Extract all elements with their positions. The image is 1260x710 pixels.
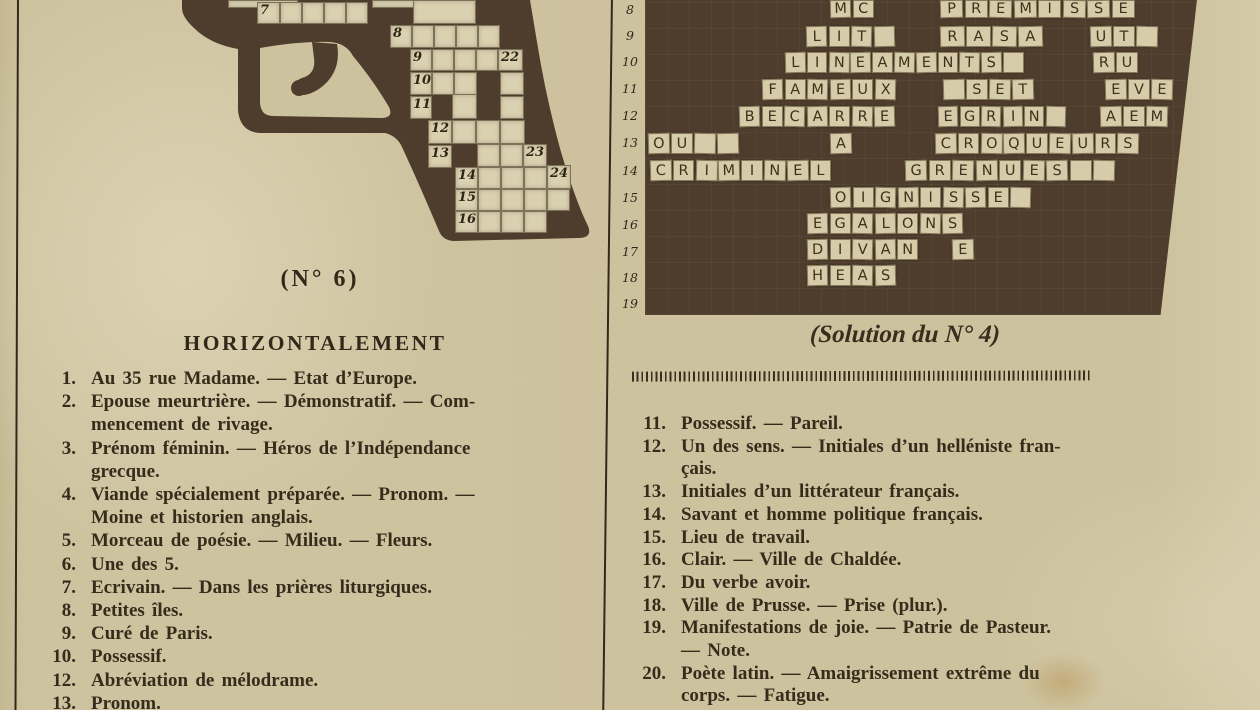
gun-cell (452, 94, 477, 119)
solution-row-number: 18 (622, 270, 638, 285)
clue-item (30, 483, 605, 529)
solution-row-number: 15 (622, 190, 638, 205)
solution-tile: E (989, 79, 1011, 101)
clue-text: Curé de Paris. (91, 623, 213, 645)
solution-tile: U (1116, 52, 1138, 73)
clue-item (30, 553, 605, 576)
clue-text: Lieu de travail. (681, 526, 811, 548)
solution-tile: G (875, 187, 897, 209)
solution-caption: (Solution du N° 4) (809, 321, 1001, 348)
solution-tile: N (919, 213, 941, 235)
gun-cell (452, 120, 476, 144)
gun-cell-number: 8 (393, 26, 403, 41)
clue-item (620, 549, 1200, 572)
clue-list-left (30, 367, 605, 710)
clue-text: Un des sens. — Initiales d’un helléniste fran- çais. (681, 435, 1061, 480)
gun-cell-number: 23 (526, 145, 545, 160)
clue-item (30, 367, 605, 390)
solution-tile: S (965, 187, 987, 209)
clue-item (30, 599, 605, 622)
solution-tile: N (828, 52, 849, 73)
gun-cell (324, 2, 346, 24)
solution-tile: M (1013, 0, 1037, 18)
solution-tile: P (940, 0, 964, 18)
clue-item (620, 481, 1200, 504)
clue-item (620, 413, 1200, 436)
solution-tile (717, 133, 739, 155)
solution-tile: N (897, 187, 919, 209)
clue-number: 20. (642, 662, 666, 684)
gun-cell (280, 2, 302, 24)
solution-tile: A (966, 26, 991, 47)
gun-cell-number: 14 (458, 168, 477, 183)
gun-cell (410, 72, 432, 95)
clue-item (620, 436, 1200, 481)
solution-tile: M (830, 0, 852, 18)
gun-cell (390, 25, 412, 48)
clue-item (620, 504, 1200, 527)
clue-number: 1. (61, 368, 76, 389)
gun-cell (432, 49, 454, 71)
solution-tile (1136, 26, 1158, 48)
solution-tile: S (874, 265, 896, 287)
clue-text: Une des 5. (91, 553, 179, 575)
gun-cell (434, 25, 456, 48)
solution-tile: C (853, 0, 874, 18)
solution-tile: U (852, 79, 873, 100)
gun-cell-number: 16 (458, 212, 477, 227)
gun-cell (477, 144, 500, 167)
clue-item (30, 576, 605, 599)
gun-cell (346, 2, 368, 24)
clue-number: 16. (642, 549, 666, 571)
clue-item (30, 437, 605, 483)
clue-number: 10. (52, 646, 76, 668)
solution-tile: S (1062, 0, 1086, 18)
solution-tile: N (1024, 106, 1044, 127)
solution-tile: I (1038, 0, 1061, 18)
clue-number: 2. (61, 391, 76, 413)
clue-text: Initiales d’un littérateur français. (681, 481, 960, 503)
clue-number: 9. (61, 623, 76, 645)
solution-tile: M (894, 52, 915, 73)
clue-item (620, 572, 1200, 595)
clue-number: 12. (642, 435, 666, 457)
clue-item (620, 527, 1200, 550)
solution-tile: E (1105, 79, 1127, 101)
clue-text: Possessif. — Pareil. (681, 413, 843, 434)
clue-text: Pronom. (91, 692, 161, 710)
solution-tile: O (830, 187, 852, 209)
solution-tile: L (806, 26, 828, 48)
solution-tile: L (810, 160, 832, 181)
solution-tile: T (851, 26, 873, 48)
solution-tile: I (920, 187, 941, 208)
solution-tile: T (1012, 79, 1034, 101)
gun-cell-number: 10 (413, 73, 432, 88)
clue-number: 17. (642, 571, 666, 593)
solution-tile: A (806, 106, 828, 128)
solution-tile: E (807, 213, 829, 235)
gun-cell (257, 2, 280, 24)
gun-cell (500, 120, 525, 144)
gun-cell (547, 165, 571, 189)
solution-tile: C (935, 133, 957, 155)
clue-number: 12. (52, 669, 76, 691)
solution-tile (1045, 106, 1066, 127)
gun-cell (428, 145, 452, 168)
gun-cell-number: 24 (550, 166, 569, 181)
solution-tile: C (650, 160, 672, 182)
clue-text: Epouse meurtrière. — Démonstratif. — Com- mencement de rivage. (91, 391, 476, 436)
clue-number: 13. (52, 692, 76, 710)
tick-divider (632, 370, 1090, 381)
gun-cell (478, 211, 501, 233)
solution-tile: R (829, 106, 850, 127)
clue-item (30, 692, 605, 710)
gun-cell (302, 2, 324, 24)
solution-tile: I (829, 26, 850, 47)
clue-text: Prénom féminin. — Héros de l’Indépendance grecque. (91, 437, 471, 482)
solution-tile: V (1128, 79, 1150, 100)
clue-text: Ecrivain. — Dans les prières liturgiques. (91, 576, 432, 598)
solution-row-number: 11 (622, 81, 638, 96)
gun-cell-number: 13 (431, 146, 450, 161)
clue-item (30, 390, 605, 436)
solution-tile: H (807, 265, 829, 287)
solution-tile: L (874, 213, 896, 235)
gun-cell (478, 189, 501, 211)
clue-number: 5. (61, 530, 76, 552)
solution-tile: G (905, 160, 928, 182)
gun-cell-number: 15 (458, 190, 477, 205)
solution-tile (873, 26, 895, 48)
solution-tile: R (673, 160, 695, 181)
solution-tile: M (807, 79, 829, 101)
gun-cell (454, 72, 477, 95)
gun-cell (410, 96, 432, 119)
solution-tile: C (784, 106, 806, 128)
gun-cell (413, 0, 476, 24)
solution-tile: E (830, 265, 851, 286)
solution-tile: E (787, 160, 809, 182)
gun-cell (454, 49, 476, 71)
gun-cell-number: 7 (260, 3, 270, 18)
solution-tile: N (897, 239, 918, 260)
solution-row-number: 16 (622, 217, 638, 232)
solution-tile: N (764, 160, 786, 182)
clue-text: Abréviation de mélodrame. (91, 669, 319, 691)
solution-tile (1010, 187, 1032, 209)
gun-cell (547, 189, 570, 211)
solution-tile: E (1123, 106, 1145, 127)
gun-cell (500, 96, 524, 119)
solution-tile: M (1146, 106, 1168, 128)
solution-tile: E (952, 160, 975, 182)
gun-cell (478, 167, 501, 189)
gun-cell (501, 211, 524, 233)
clue-number: 19. (642, 617, 666, 639)
solution-tile: G (830, 213, 851, 234)
solution-tile: A (830, 133, 852, 155)
solution-row-number: 17 (622, 244, 638, 259)
gun-cell (412, 25, 434, 48)
solution-tile: E (1049, 133, 1071, 155)
solution-tile: I (741, 160, 763, 181)
solution-tile: D (807, 239, 829, 261)
clue-item (620, 595, 1200, 618)
clue-item (30, 529, 605, 552)
solution-tile: E (850, 52, 871, 73)
solution-tile: R (851, 106, 873, 128)
solution-row-number: 10 (622, 54, 638, 69)
solution-tile: A (785, 79, 806, 100)
gun-cell-number: 9 (413, 50, 423, 65)
clue-number: 4. (61, 484, 76, 506)
solution-tile: R (981, 106, 1002, 127)
gun-cell (456, 25, 478, 48)
clue-text: Clair. — Ville de Chaldée. (681, 549, 902, 571)
clue-text: Manifestations de joie. — Patrie de Pasteur. — Note. (681, 617, 1051, 662)
gun-cell (524, 167, 547, 189)
solution-tile: A (852, 265, 874, 287)
clue-item (620, 617, 1200, 662)
solution-tile: B (739, 106, 761, 128)
solution-tile: S (981, 52, 1002, 73)
solution-tile: R (1095, 133, 1117, 154)
solution-tile: A (852, 213, 874, 235)
solution-tile: O (648, 133, 670, 155)
solution-tile: S (1117, 133, 1139, 155)
solution-tile: L (785, 52, 806, 73)
clue-list-right (620, 413, 1200, 708)
solution-tile: I (830, 239, 851, 260)
clue-number: 15. (642, 526, 666, 548)
solution-tile: A (872, 52, 893, 73)
solution-tile: F (762, 79, 784, 101)
solution-row-number: 9 (626, 28, 634, 43)
clue-item (30, 645, 605, 668)
solution-tile: V (852, 239, 874, 261)
solution-tile: N (975, 160, 998, 182)
clue-text: Possessif. (91, 646, 167, 668)
gun-cell (498, 49, 523, 71)
solution-tile: S (992, 26, 1017, 48)
gun-cell (501, 189, 524, 211)
clue-number: 11. (643, 413, 666, 434)
gun-cell (432, 72, 454, 95)
solution-tile: E (762, 106, 783, 127)
clue-number: 6. (61, 553, 76, 575)
gun-cell (524, 189, 547, 211)
gun-cell-number: 11 (413, 97, 432, 112)
clue-item (30, 669, 605, 692)
solution-tile: E (916, 52, 937, 73)
solution-row-number: 8 (626, 2, 634, 17)
clue-text: Viande spécialement préparée. — Pronom. — Moine et historien anglais. (91, 484, 475, 529)
solution-tile: A (1018, 26, 1043, 48)
gun-cell (478, 25, 500, 48)
clue-text: Petites îles. (91, 600, 184, 622)
solution-tile: I (853, 187, 874, 208)
gun-cell-number: 22 (501, 50, 520, 65)
solution-tile: X (874, 79, 896, 101)
solution-tile: E (1112, 0, 1135, 18)
clue-text: Au 35 rue Madame. — Etat d’Europe. (91, 368, 418, 389)
solution-tile (943, 79, 965, 101)
clue-number: 13. (642, 481, 666, 503)
solution-tile: A (874, 239, 896, 261)
clue-text: Du verbe avoir. (681, 571, 811, 593)
gun-cell (455, 211, 478, 233)
gun-cell (500, 72, 524, 95)
gun-cell (455, 167, 478, 189)
gun-cell (476, 49, 498, 71)
solution-tile: U (1026, 133, 1048, 154)
solution-tile: E (989, 0, 1013, 18)
solution-tile: E (952, 239, 974, 261)
solution-tile: S (1046, 160, 1069, 182)
gun-cell (500, 144, 523, 167)
solution-tile (694, 133, 716, 155)
solution-tile: T (1113, 26, 1135, 47)
solution-tile (1003, 52, 1024, 73)
gun-cell-number: 12 (431, 121, 450, 136)
clue-text: Poète latin. — Amaigrissement extrême du corps. — Fatigue. (681, 662, 1040, 707)
clue-text: Ville de Prusse. — Prise (plur.). (681, 594, 948, 616)
gun-cell (428, 120, 452, 144)
clue-text: Morceau de poésie. — Milieu. — Fleurs. (91, 530, 433, 552)
solution-tile: E (938, 106, 959, 127)
solution-tile: S (942, 213, 964, 235)
solution-tile: U (1090, 26, 1112, 48)
solution-row-number: 13 (622, 135, 638, 150)
solution-tile: R (958, 133, 980, 154)
solution-tile: E (988, 187, 1009, 208)
solution-tile: S (966, 79, 988, 100)
solution-tile: G (960, 106, 980, 127)
solution-tile: S (1087, 0, 1111, 18)
clue-number: 18. (642, 594, 666, 616)
solution-tile: I (807, 52, 828, 73)
solution-row-number: 14 (622, 163, 638, 178)
solution-tile: M (718, 160, 740, 182)
puzzle-number-label: (N° 6) (280, 266, 360, 292)
clue-number: 8. (61, 600, 76, 622)
solution-row-number: 19 (622, 296, 638, 311)
solution-tile: O (980, 133, 1002, 155)
solution-tile: E (1022, 160, 1045, 182)
solution-row-number: 12 (622, 108, 638, 123)
clue-number: 7. (61, 576, 76, 598)
clue-item (620, 663, 1200, 708)
solution-tile: U (671, 133, 693, 154)
solution-tile (1070, 160, 1092, 181)
gun-cell (501, 167, 524, 189)
solution-tile: E (829, 79, 851, 101)
solution-tile (1093, 160, 1116, 182)
gun-cell (455, 189, 478, 211)
gun-cell (524, 211, 547, 233)
solution-tile: N (938, 52, 959, 73)
solution-tile: E (1151, 79, 1173, 101)
solution-tile: I (1002, 106, 1023, 127)
solution-tile: R (940, 26, 965, 48)
solution-tile: Q (1003, 133, 1025, 155)
solution-tile: T (959, 52, 980, 73)
solution-tile: E (874, 106, 896, 128)
solution-tile: A (1100, 106, 1122, 128)
gun-cell (523, 144, 547, 167)
clue-item (30, 622, 605, 645)
horizontalement-heading: HORIZONTALEMENT (183, 331, 447, 355)
solution-tile: U (1072, 133, 1094, 155)
gun-cell (410, 49, 432, 71)
solution-tile: R (1093, 52, 1115, 74)
solution-tile: S (942, 187, 964, 209)
clue-number: 3. (61, 437, 76, 459)
clue-number: 14. (642, 503, 666, 525)
clue-text: Savant et homme politique français. (681, 503, 983, 525)
solution-tile: R (965, 0, 988, 18)
solution-tile: R (929, 160, 951, 181)
solution-tile: U (999, 160, 1021, 181)
solution-tile: I (695, 160, 717, 182)
solution-tile: O (897, 213, 918, 234)
gun-cell (476, 120, 500, 144)
